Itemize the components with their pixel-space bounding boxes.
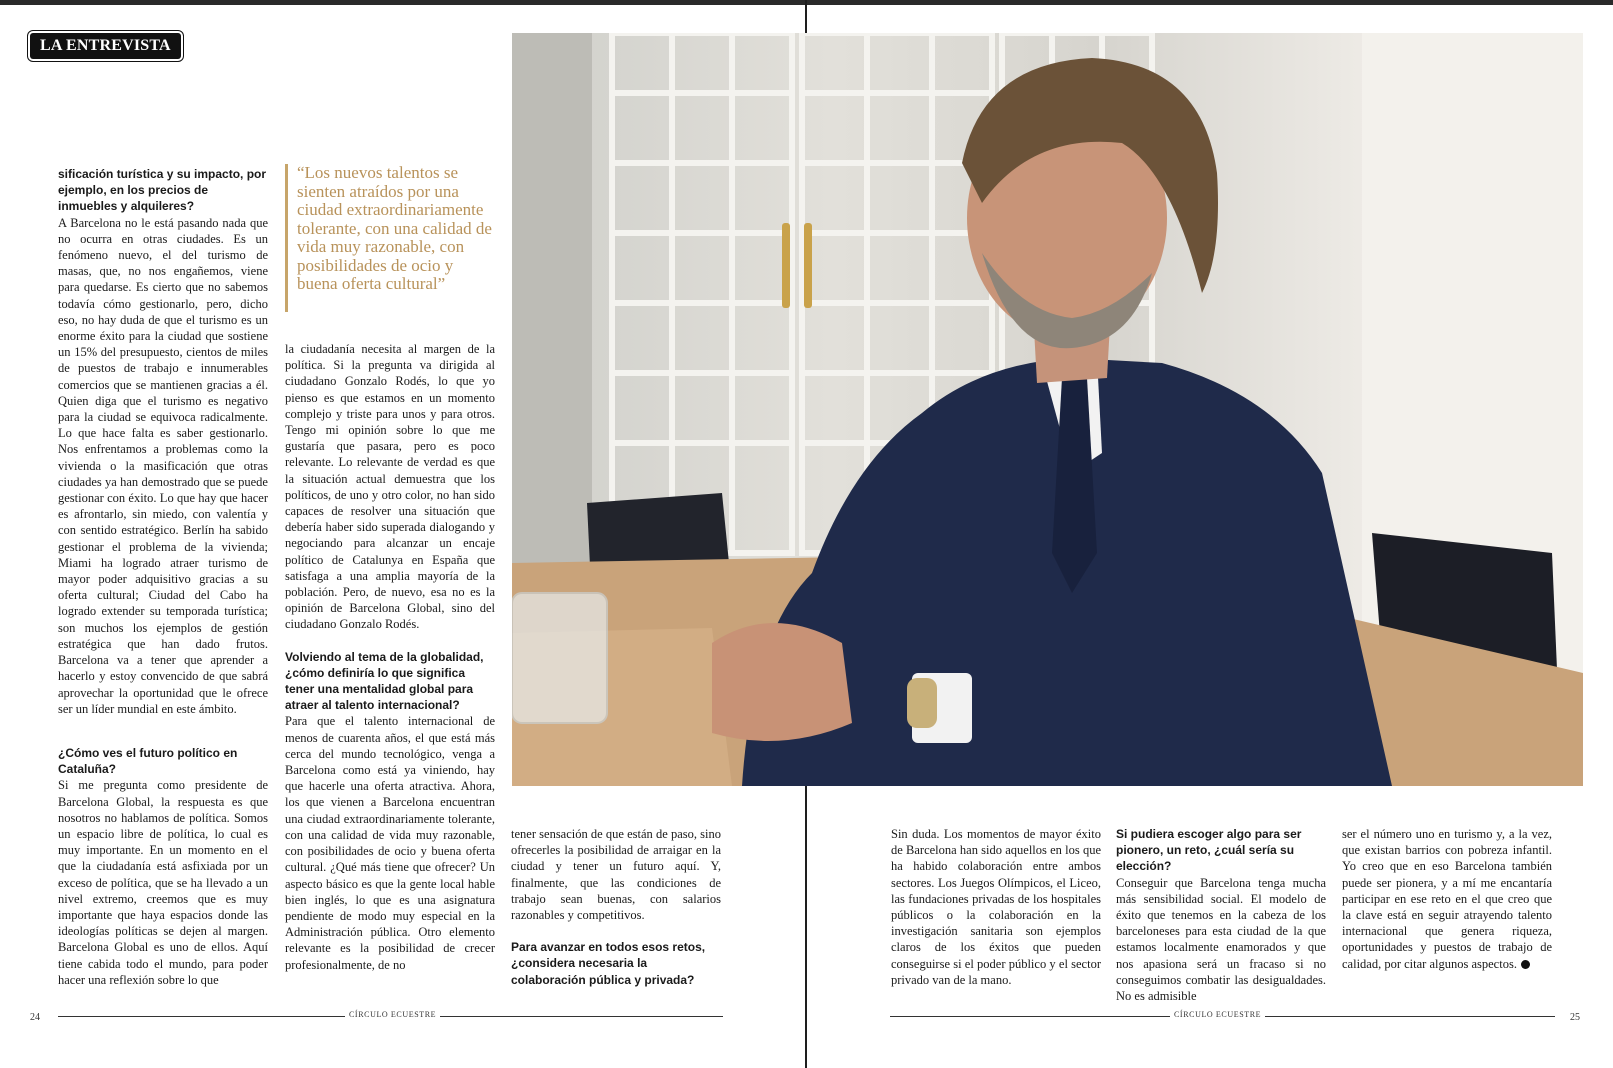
column-2 (285, 341, 495, 973)
answer-pioneer-cont (1342, 826, 1552, 972)
footer-publication-right: CÍRCULO ECUESTRE (1170, 1010, 1265, 1019)
portrait-photo (512, 33, 1583, 786)
answer-tourism: A Barcelona no le está pasando nada que no ocurra en otras ciudades. Es un fenómeno nuevo, el del turismo de masas, que, no nos engañemos, viene para quedarse. Es cierto que no sabemos todavía cómo gestionarlo, pero, dicho eso, no hay duda de que el turismo es un enorme éxito para la ciudad que sostiene un 15% del presupuesto, cientos de miles de puestos de trabajo e innumerables comercios que se mantienen gracias a él. Quien diga que el turismo es negativo para la ciudad se equivoca radicalmente. Lo que hace falta es saber gestionarlo. Nos enfrentamos a problemas como la vivienda o la masificación que otras ciudades ya han demostrado que se puede gestionar con éxito. Lo que hay que hacer es afrontarlo, sin miedo, con valentía y con sentido estratégico. Berlín ha sabido gestionar el problema de la vivienda; Miami ha logrado atraer turismo de mayor poder adquisitivo gracias a su oferta cultural; Ciudad del Cabo ha logrado extender su temporada turística; son muchos los ejemplos de gestión estratégica que han dado frutos. Barcelona va a tener que aprender a hacerlo y estoy convencido de que sabrá aprovechar la oportunidad que le ofrece ser un líder mundial en este ámbito. (58, 215, 268, 716)
answer-globality: Para que el talento internacional de menos de cuarenta años, el que está más cerca del mundo tecnológico, venga a Barcelona como está ya viniendo, hay que hacerle una oferta atractiva. Ahora, los que vienen a Barcelona encuentran una ciudad extraordinariamente tolerante, con una calidad de vida muy razonable, con posibilidades de ocio y buena oferta cultural. ¿Qué más tiene que ofrecer? Un aspecto básico es que la gente local hable bien inglés, lo que es una asignatura pendiente de modo muy especial en la Administración pública. Otro elemento relevante es la posibilidad de crecer profesionalmente, de no (285, 714, 495, 972)
answer-pioneer-cont-text: ser el número uno en turismo y, a la vez, que existan barrios con pobreza infantil. Yo creo que en eso Barcelona también puede ser pionera, y a mí me encantaría participar en ese reto en el que creo que la clave está en seguir atrayendo talento internacional que genera riqueza, oportunidades y puestos de trabajo de calidad, por citar algunos aspectos. (1342, 827, 1552, 971)
question-politics: ¿Cómo ves el futuro político en Cataluña? (58, 746, 238, 777)
question-collaboration: Para avanzar en todos esos retos, ¿considera necesaria la colaboración pública y privada? (511, 940, 706, 987)
column-3 (511, 826, 721, 988)
footer-publication-left: CÍRCULO ECUESTRE (345, 1010, 440, 1019)
page-number-left: 24 (30, 1012, 40, 1023)
page-number-right: 25 (1570, 1012, 1580, 1023)
column-5 (1116, 826, 1326, 1004)
column-4 (891, 826, 1101, 988)
answer-politics: Si me pregunta como presidente de Barcelona Global, la respuesta es que nosotros no hablamos de política. Somos un espacio libre de política, lo cual es muy importante. En un momento en el que la ciudadanía está asfixiada por un exceso de política, que se ha llevado a un nivel extremo, creemos que es muy importante que haya espacios donde las ideologías políticas se dejen al margen. Barcelona Global es uno de ellos. Aquí tiene cabida todo el mundo, para poder hacer una reflexión sobre lo que (58, 778, 268, 987)
pull-quote: “Los nuevos talentos se sienten atraídos por una ciudad extraordinariamente tolerante, con una calidad de vida muy razonable, con posibilidades de ocio y buena oferta cultural” (285, 164, 495, 312)
portrait-illustration (512, 33, 1583, 786)
answer-politics-cont: la ciudadanía necesita al margen de la política. Si la pregunta va dirigida al ciudadano Gonzalo Rodés, lo que yo pienso es que estamos en un momento complejo y triste para unos y para otros. Tengo mi opinión sobre lo que me gustaría que pasara, pero es poco relevante. Lo relevante de verdad es que la situación actual demuestra que los políticos, de uno y otro color, no han sido capaces de resolver una situación que debería haber sido superada dialogando y negociando para alcanzar un encaje político de Catalunya en España que satisfaga a una amplia mayoría de la población. Pero, de nuevo, esa no es la opinión de Barcelona Global, sino del ciudadano Gonzalo Rodés. (285, 342, 495, 632)
column-6 (1342, 826, 1552, 972)
question-continued: sificación turística y su impacto, por ejemplo, en los precios de inmuebles y alquileres? (58, 167, 267, 214)
answer-globality-cont: tener sensación de que están de paso, sino ofrecerles la posibilidad de arraigar en la ciudad y tener un futuro aquí. Y, finalmente, que las condiciones de trabajo sean buenas, con salarios razonables y competitivos. (511, 827, 721, 923)
column-1 (58, 166, 268, 717)
question-globality: Volviendo al tema de la globalidad, ¿cómo definiría lo que significa tener una mentalidad global para atraer al talento internacional? (285, 649, 484, 713)
answer-collaboration: Sin duda. Los momentos de mayor éxito de Barcelona han sido aquellos en los que ha habido colaboración entre ambos sectores. Los Juegos Olímpicos, el Liceo, las fundaciones privadas de los hospitales públicos o la colaboración en la investigación sanitaria son ejemplos claros de los éxitos que pueden conseguirse si el poder público y el sector privado van de la mano. (891, 827, 1101, 987)
question-pioneer: Si pudiera escoger algo para ser pionero, un reto, ¿cuál sería su elección? (1116, 827, 1302, 874)
answer-pioneer: Conseguir que Barcelona tenga mucha más sensibilidad social. El modelo de éxito que tenemos en la cabeza de los barceloneses para esta ciudad de la que estamos localmente enamorados y que nos apasiona será un fracaso si no conseguimos combatir las desigualdades. No es admisible (1116, 875, 1326, 1004)
end-mark-icon (1521, 960, 1530, 969)
column-1-lower (58, 745, 268, 988)
section-tag: LA ENTREVISTA (30, 33, 181, 59)
